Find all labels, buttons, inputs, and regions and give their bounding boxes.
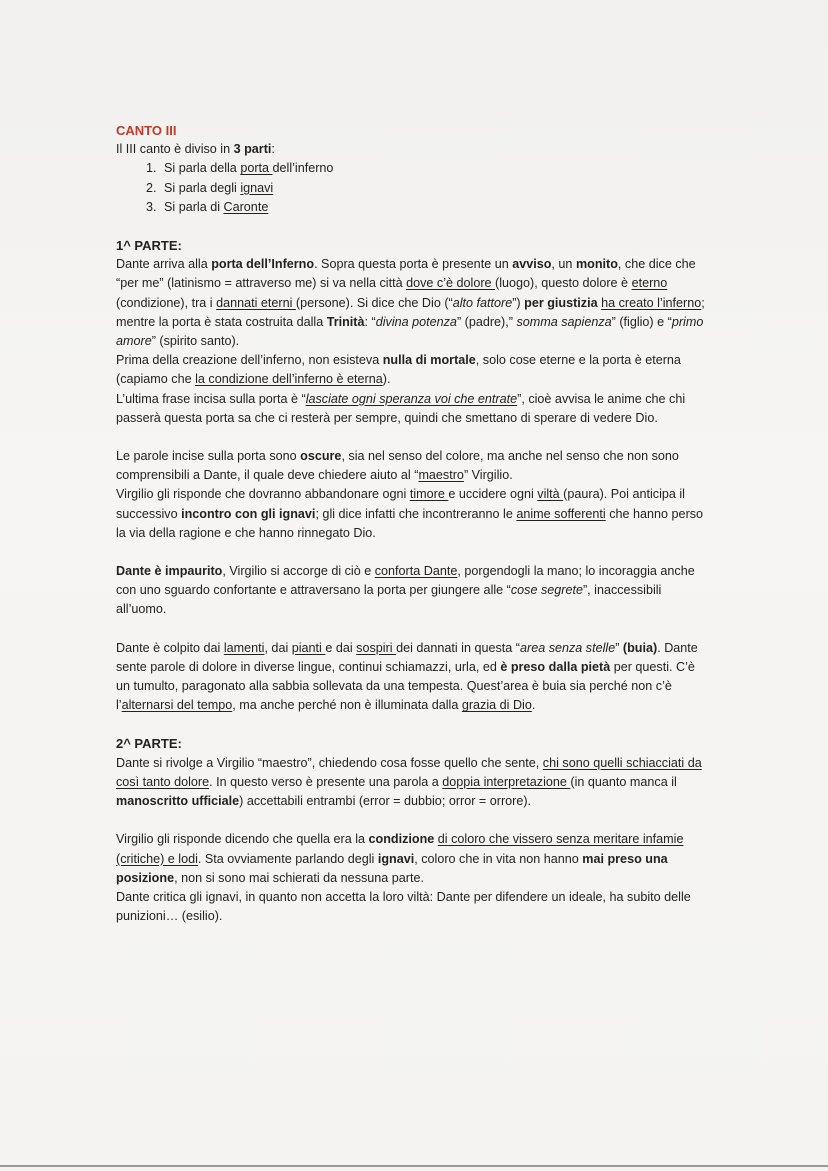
list-item: 1. Si parla della porta dell’inferno	[160, 159, 706, 178]
paragraph: L’ultima frase incisa sulla porta è “lasciate ogni speranza voi che entrate”, cioè avvisa le anime che chi passerà questa porta sa che ci resterà per sempre, quindi che smettano di sperare di vedere Dio.	[116, 391, 686, 425]
paragraph: Dante è impaurito, Virgilio si accorge di ciò e conforta Dante, porgendogli la mano; lo incoraggia anche con uno sguardo confortante e attraversano la porta per giungere alle “cose segrete”, inaccessibili all’uomo.	[116, 564, 695, 617]
intro-line: Il III canto è diviso in 3 parti:	[116, 142, 275, 157]
paragraph: Virgilio gli risponde che dovranno abbandonare ogni timore e uccidere ogni viltà (paura). Poi anticipa il successivo incontro con gli ignavi; gli dice infatti che incontreranno le anime sofferenti che hanno perso la via della ragione e che hanno rinnegato Dio.	[116, 487, 704, 540]
paragraph: Dante si rivolge a Virgilio “maestro”, chiedendo cosa fosse quello che sente, chi sono quelli schiacciati da così tanto dolore. In questo verso è presente una parola a doppia interpretazione (in quanto manca il manoscritto ufficiale) accettabili entrambi (error = dubbio; orror = orrore).	[116, 755, 702, 809]
page-title: CANTO III	[116, 123, 177, 138]
list-item: 3. Si parla di Caronte	[160, 198, 706, 217]
paragraph: Dante critica gli ignavi, in quanto non accetta la loro viltà: Dante per difendere un ideale, ha subito delle punizioni… (esilio).	[116, 889, 691, 924]
paragraph: Dante arriva alla porta dell’Inferno. Sopra questa porta è presente un avviso, un monito, che dice che “per me” (latinismo = attraverso me) si va nella città dove c’è dolore (luogo), questo dolore è eterno (condizione), tra i dannati eterni (persone). Si dice che Dio (“alto fattore”) per giustizia ha creato l’inferno; mentre la porta è stata costruita dalla Trinità: “divina potenza” (padre),” somma sapienza” (figlio) e “primo amore” (spirito santo).	[116, 257, 705, 349]
parts-list	[116, 159, 706, 217]
page-edge-divider	[0, 1165, 828, 1167]
paragraph: Dante è colpito dai lamenti, dai pianti e dai sospiri dei dannati in questa “area senza stelle” (buia). Dante sente parole di dolore in diverse lingue, continui schiamazzi, urla, ed è preso dalla pietà per questi. C’è un tumulto, paragonato alla sabbia sollevata da una tempesta. Quest’area è buia sia perché non c’è l’alternarsi del tempo, ma anche perché non è illuminata dalla grazia di Dio.	[116, 640, 698, 713]
paragraph: Le parole incise sulla porta sono oscure, sia nel senso del colore, ma anche nel senso che non sono comprensibili a Dante, il quale deve chiedere aiuto al “maestro” Virgilio.	[116, 449, 679, 483]
list-item: 2. Si parla degli ignavi	[160, 179, 706, 198]
section-heading-part2: 2^ PARTE:	[116, 736, 182, 752]
document-content	[116, 121, 706, 926]
paragraph: Prima della creazione dell’inferno, non esisteva nulla di mortale, solo cose eterne e la porta è eterna (capiamo che la condizione dell’inferno è eterna).	[116, 353, 681, 387]
section-heading-part1: 1^ PARTE:	[116, 238, 182, 254]
paragraph: Virgilio gli risponde dicendo che quella era la condizione di coloro che vissero senza meritare infamie (critiche) e lodi. Sta ovviamente parlando degli ignavi, coloro che in vita non hanno mai preso una posizione, non si sono mai schierati da nessuna parte.	[116, 832, 684, 885]
